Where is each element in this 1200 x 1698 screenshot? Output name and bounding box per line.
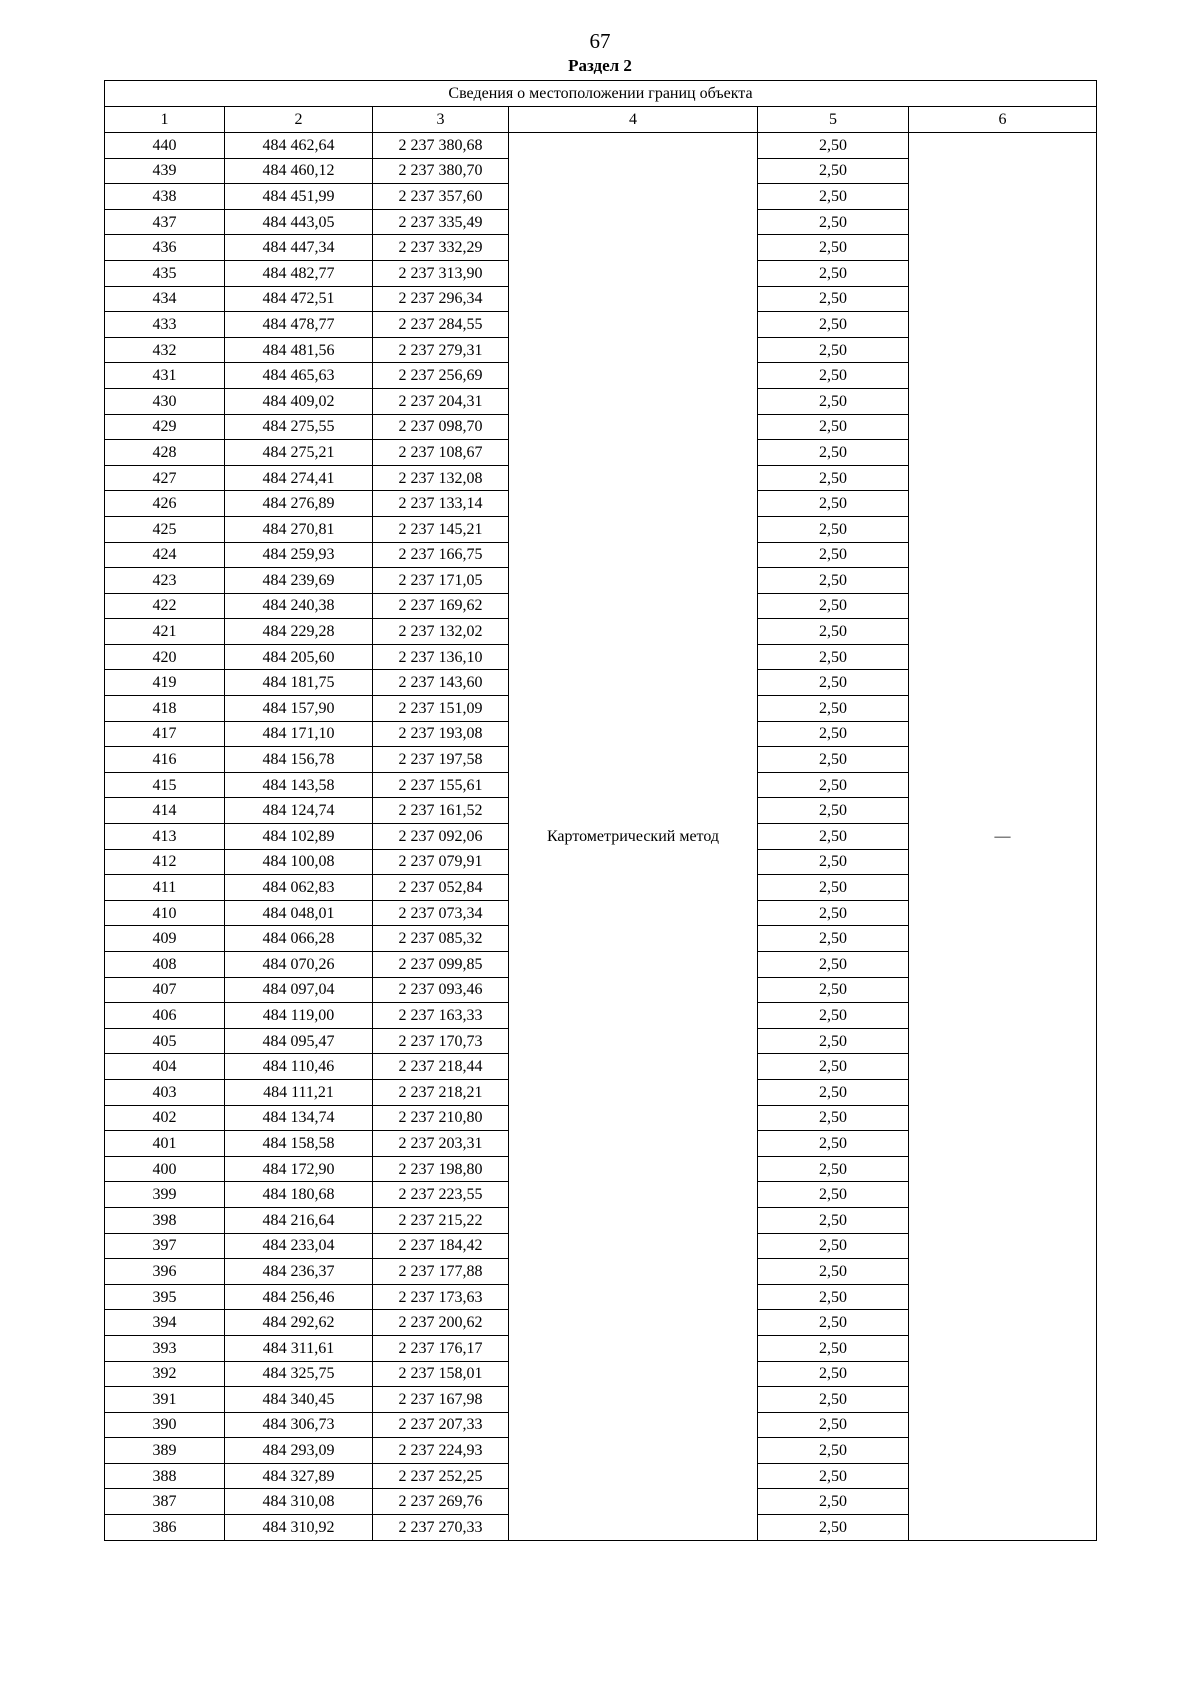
coordinate-y: 2 237 203,31 <box>373 1131 509 1157</box>
point-number: 418 <box>105 696 225 722</box>
accuracy-value: 2,50 <box>758 363 909 389</box>
point-number: 431 <box>105 363 225 389</box>
coordinate-x: 484 216,64 <box>225 1207 373 1233</box>
point-number: 398 <box>105 1207 225 1233</box>
coordinate-x: 484 478,77 <box>225 312 373 338</box>
coordinate-y: 2 237 098,70 <box>373 414 509 440</box>
coordinate-x: 484 062,83 <box>225 875 373 901</box>
coordinate-x: 484 274,41 <box>225 465 373 491</box>
coordinate-x: 484 340,45 <box>225 1387 373 1413</box>
point-number: 429 <box>105 414 225 440</box>
coordinate-x: 484 066,28 <box>225 926 373 952</box>
coordinate-x: 484 311,61 <box>225 1335 373 1361</box>
coordinate-x: 484 482,77 <box>225 260 373 286</box>
coordinate-y: 2 237 176,17 <box>373 1335 509 1361</box>
coordinate-x: 484 292,62 <box>225 1310 373 1336</box>
table-header-row <box>105 107 1097 133</box>
coordinate-x: 484 102,89 <box>225 824 373 850</box>
accuracy-value: 2,50 <box>758 1079 909 1105</box>
coordinate-y: 2 237 163,33 <box>373 1003 509 1029</box>
accuracy-value: 2,50 <box>758 1412 909 1438</box>
coordinate-y: 2 237 256,69 <box>373 363 509 389</box>
section-label: Раздел 2 <box>568 56 632 75</box>
coordinate-x: 484 270,81 <box>225 516 373 542</box>
coordinate-y: 2 237 169,62 <box>373 593 509 619</box>
point-number: 404 <box>105 1054 225 1080</box>
coordinate-x: 484 180,68 <box>225 1182 373 1208</box>
coordinate-y: 2 237 073,34 <box>373 900 509 926</box>
accuracy-value: 2,50 <box>758 900 909 926</box>
coordinate-x: 484 070,26 <box>225 952 373 978</box>
coordinate-y: 2 237 335,49 <box>373 209 509 235</box>
accuracy-value: 2,50 <box>758 1131 909 1157</box>
coordinate-x: 484 465,63 <box>225 363 373 389</box>
coordinate-y: 2 237 136,10 <box>373 644 509 670</box>
coordinate-x: 484 306,73 <box>225 1412 373 1438</box>
point-number: 409 <box>105 926 225 952</box>
coordinate-x: 484 443,05 <box>225 209 373 235</box>
point-number: 437 <box>105 209 225 235</box>
coordinate-y: 2 237 207,33 <box>373 1412 509 1438</box>
point-number: 402 <box>105 1105 225 1131</box>
coordinate-x: 484 239,69 <box>225 568 373 594</box>
coordinate-y: 2 237 108,67 <box>373 440 509 466</box>
point-number: 417 <box>105 721 225 747</box>
coordinate-x: 484 472,51 <box>225 286 373 312</box>
coordinate-y: 2 237 197,58 <box>373 747 509 773</box>
coordinate-x: 484 143,58 <box>225 772 373 798</box>
accuracy-value: 2,50 <box>758 977 909 1003</box>
point-number: 388 <box>105 1463 225 1489</box>
accuracy-value: 2,50 <box>758 772 909 798</box>
coordinate-x: 484 124,74 <box>225 798 373 824</box>
coordinate-x: 484 447,34 <box>225 235 373 261</box>
column-header-2: 2 <box>225 107 373 133</box>
coordinate-y: 2 237 132,02 <box>373 619 509 645</box>
accuracy-value: 2,50 <box>758 875 909 901</box>
coordinate-x: 484 156,78 <box>225 747 373 773</box>
coordinate-x: 484 157,90 <box>225 696 373 722</box>
coordinate-y: 2 237 151,09 <box>373 696 509 722</box>
coordinate-x: 484 481,56 <box>225 337 373 363</box>
coordinate-y: 2 237 158,01 <box>373 1361 509 1387</box>
point-number: 424 <box>105 542 225 568</box>
point-number: 419 <box>105 670 225 696</box>
coordinate-x: 484 119,00 <box>225 1003 373 1029</box>
point-number: 439 <box>105 158 225 184</box>
point-number: 408 <box>105 952 225 978</box>
coordinate-x: 484 275,21 <box>225 440 373 466</box>
accuracy-value: 2,50 <box>758 1028 909 1054</box>
point-number: 426 <box>105 491 225 517</box>
accuracy-value: 2,50 <box>758 1361 909 1387</box>
coordinate-x: 484 172,90 <box>225 1156 373 1182</box>
point-number: 392 <box>105 1361 225 1387</box>
accuracy-value: 2,50 <box>758 465 909 491</box>
point-number: 410 <box>105 900 225 926</box>
table-title-row <box>105 81 1097 107</box>
point-number: 393 <box>105 1335 225 1361</box>
coordinate-y: 2 237 218,21 <box>373 1079 509 1105</box>
point-number: 397 <box>105 1233 225 1259</box>
point-number: 422 <box>105 593 225 619</box>
coordinate-y: 2 237 210,80 <box>373 1105 509 1131</box>
column-header-4: 4 <box>509 107 758 133</box>
coordinate-y: 2 237 166,75 <box>373 542 509 568</box>
coordinate-y: 2 237 270,33 <box>373 1515 509 1541</box>
coordinate-x: 484 460,12 <box>225 158 373 184</box>
coordinate-x: 484 233,04 <box>225 1233 373 1259</box>
coordinate-y: 2 237 296,34 <box>373 286 509 312</box>
coordinate-x: 484 095,47 <box>225 1028 373 1054</box>
coordinate-y: 2 237 170,73 <box>373 1028 509 1054</box>
column-header-3: 3 <box>373 107 509 133</box>
page-number: 67 <box>589 29 611 53</box>
accuracy-value: 2,50 <box>758 926 909 952</box>
coordinate-x: 484 276,89 <box>225 491 373 517</box>
accuracy-value: 2,50 <box>758 286 909 312</box>
coordinate-y: 2 237 092,06 <box>373 824 509 850</box>
accuracy-value: 2,50 <box>758 849 909 875</box>
coordinate-y: 2 237 079,91 <box>373 849 509 875</box>
coordinate-y: 2 237 200,62 <box>373 1310 509 1336</box>
coordinate-x: 484 327,89 <box>225 1463 373 1489</box>
determination-method: Картометрический метод <box>509 133 758 1541</box>
coordinate-x: 484 275,55 <box>225 414 373 440</box>
coordinate-x: 484 256,46 <box>225 1284 373 1310</box>
accuracy-value: 2,50 <box>758 1054 909 1080</box>
coordinate-y: 2 237 279,31 <box>373 337 509 363</box>
accuracy-value: 2,50 <box>758 747 909 773</box>
point-number: 427 <box>105 465 225 491</box>
accuracy-value: 2,50 <box>758 516 909 542</box>
accuracy-value: 2,50 <box>758 235 909 261</box>
coordinate-x: 484 171,10 <box>225 721 373 747</box>
accuracy-value: 2,50 <box>758 1233 909 1259</box>
coordinate-y: 2 237 198,80 <box>373 1156 509 1182</box>
point-number: 438 <box>105 184 225 210</box>
point-number: 428 <box>105 440 225 466</box>
accuracy-value: 2,50 <box>758 1463 909 1489</box>
accuracy-value: 2,50 <box>758 388 909 414</box>
point-number: 421 <box>105 619 225 645</box>
accuracy-value: 2,50 <box>758 133 909 159</box>
note-value: — <box>909 133 1097 1541</box>
point-number: 415 <box>105 772 225 798</box>
coordinate-y: 2 237 223,55 <box>373 1182 509 1208</box>
point-number: 440 <box>105 133 225 159</box>
coordinate-x: 484 451,99 <box>225 184 373 210</box>
coordinate-y: 2 237 215,22 <box>373 1207 509 1233</box>
coordinate-y: 2 237 284,55 <box>373 312 509 338</box>
accuracy-value: 2,50 <box>758 593 909 619</box>
coordinate-y: 2 237 357,60 <box>373 184 509 210</box>
point-number: 386 <box>105 1515 225 1541</box>
accuracy-value: 2,50 <box>758 1182 909 1208</box>
column-header-6: 6 <box>909 107 1097 133</box>
accuracy-value: 2,50 <box>758 696 909 722</box>
coordinate-y: 2 237 052,84 <box>373 875 509 901</box>
coordinate-y: 2 237 167,98 <box>373 1387 509 1413</box>
coordinate-x: 484 240,38 <box>225 593 373 619</box>
coordinate-y: 2 237 173,63 <box>373 1284 509 1310</box>
coordinate-x: 484 097,04 <box>225 977 373 1003</box>
point-number: 423 <box>105 568 225 594</box>
point-number: 395 <box>105 1284 225 1310</box>
coordinate-y: 2 237 171,05 <box>373 568 509 594</box>
coordinate-y: 2 237 193,08 <box>373 721 509 747</box>
accuracy-value: 2,50 <box>758 1156 909 1182</box>
point-number: 416 <box>105 747 225 773</box>
coordinate-y: 2 237 313,90 <box>373 260 509 286</box>
coordinate-x: 484 310,08 <box>225 1489 373 1515</box>
accuracy-value: 2,50 <box>758 721 909 747</box>
coordinate-y: 2 237 380,70 <box>373 158 509 184</box>
point-number: 420 <box>105 644 225 670</box>
accuracy-value: 2,50 <box>758 542 909 568</box>
accuracy-value: 2,50 <box>758 798 909 824</box>
accuracy-value: 2,50 <box>758 1489 909 1515</box>
accuracy-value: 2,50 <box>758 312 909 338</box>
point-number: 411 <box>105 875 225 901</box>
coordinate-x: 484 409,02 <box>225 388 373 414</box>
accuracy-value: 2,50 <box>758 1438 909 1464</box>
coordinate-y: 2 237 143,60 <box>373 670 509 696</box>
point-number: 407 <box>105 977 225 1003</box>
accuracy-value: 2,50 <box>758 440 909 466</box>
accuracy-value: 2,50 <box>758 644 909 670</box>
accuracy-value: 2,50 <box>758 337 909 363</box>
point-number: 433 <box>105 312 225 338</box>
accuracy-value: 2,50 <box>758 619 909 645</box>
point-number: 434 <box>105 286 225 312</box>
accuracy-value: 2,50 <box>758 824 909 850</box>
coordinate-y: 2 237 204,31 <box>373 388 509 414</box>
table-title: Сведения о местоположении границ объекта <box>105 81 1097 107</box>
coordinate-x: 484 229,28 <box>225 619 373 645</box>
point-number: 425 <box>105 516 225 542</box>
accuracy-value: 2,50 <box>758 670 909 696</box>
accuracy-value: 2,50 <box>758 1310 909 1336</box>
coordinate-y: 2 237 133,14 <box>373 491 509 517</box>
coordinate-x: 484 134,74 <box>225 1105 373 1131</box>
coordinate-x: 484 259,93 <box>225 542 373 568</box>
point-number: 436 <box>105 235 225 261</box>
point-number: 390 <box>105 1412 225 1438</box>
coordinate-x: 484 325,75 <box>225 1361 373 1387</box>
coordinate-x: 484 462,64 <box>225 133 373 159</box>
coordinate-y: 2 237 184,42 <box>373 1233 509 1259</box>
column-header-5: 5 <box>758 107 909 133</box>
accuracy-value: 2,50 <box>758 491 909 517</box>
point-number: 389 <box>105 1438 225 1464</box>
point-number: 400 <box>105 1156 225 1182</box>
accuracy-value: 2,50 <box>758 952 909 978</box>
coordinate-y: 2 237 218,44 <box>373 1054 509 1080</box>
coordinate-y: 2 237 332,29 <box>373 235 509 261</box>
accuracy-value: 2,50 <box>758 1207 909 1233</box>
coordinate-y: 2 237 093,46 <box>373 977 509 1003</box>
point-number: 399 <box>105 1182 225 1208</box>
coordinate-x: 484 236,37 <box>225 1259 373 1285</box>
accuracy-value: 2,50 <box>758 1259 909 1285</box>
coordinate-x: 484 048,01 <box>225 900 373 926</box>
accuracy-value: 2,50 <box>758 568 909 594</box>
accuracy-value: 2,50 <box>758 1003 909 1029</box>
accuracy-value: 2,50 <box>758 260 909 286</box>
point-number: 435 <box>105 260 225 286</box>
point-number: 406 <box>105 1003 225 1029</box>
coordinate-x: 484 158,58 <box>225 1131 373 1157</box>
coordinate-y: 2 237 177,88 <box>373 1259 509 1285</box>
coordinates-table <box>104 80 1097 1541</box>
point-number: 430 <box>105 388 225 414</box>
coordinate-y: 2 237 252,25 <box>373 1463 509 1489</box>
coordinate-x: 484 110,46 <box>225 1054 373 1080</box>
coordinate-x: 484 111,21 <box>225 1079 373 1105</box>
accuracy-value: 2,50 <box>758 1387 909 1413</box>
coordinate-y: 2 237 155,61 <box>373 772 509 798</box>
point-number: 401 <box>105 1131 225 1157</box>
accuracy-value: 2,50 <box>758 414 909 440</box>
accuracy-value: 2,50 <box>758 184 909 210</box>
point-number: 412 <box>105 849 225 875</box>
point-number: 396 <box>105 1259 225 1285</box>
accuracy-value: 2,50 <box>758 158 909 184</box>
accuracy-value: 2,50 <box>758 1284 909 1310</box>
coordinate-y: 2 237 161,52 <box>373 798 509 824</box>
point-number: 405 <box>105 1028 225 1054</box>
accuracy-value: 2,50 <box>758 209 909 235</box>
coordinate-x: 484 100,08 <box>225 849 373 875</box>
coordinate-x: 484 293,09 <box>225 1438 373 1464</box>
point-number: 413 <box>105 824 225 850</box>
point-number: 403 <box>105 1079 225 1105</box>
coordinate-x: 484 181,75 <box>225 670 373 696</box>
coordinate-x: 484 310,92 <box>225 1515 373 1541</box>
coordinate-y: 2 237 145,21 <box>373 516 509 542</box>
coordinate-y: 2 237 269,76 <box>373 1489 509 1515</box>
accuracy-value: 2,50 <box>758 1105 909 1131</box>
point-number: 391 <box>105 1387 225 1413</box>
point-number: 414 <box>105 798 225 824</box>
point-number: 432 <box>105 337 225 363</box>
point-number: 394 <box>105 1310 225 1336</box>
coordinate-y: 2 237 132,08 <box>373 465 509 491</box>
point-number: 387 <box>105 1489 225 1515</box>
coordinate-y: 2 237 099,85 <box>373 952 509 978</box>
accuracy-value: 2,50 <box>758 1335 909 1361</box>
coordinate-x: 484 205,60 <box>225 644 373 670</box>
coordinate-y: 2 237 380,68 <box>373 133 509 159</box>
column-header-1: 1 <box>105 107 225 133</box>
coordinate-y: 2 237 085,32 <box>373 926 509 952</box>
coordinate-y: 2 237 224,93 <box>373 1438 509 1464</box>
accuracy-value: 2,50 <box>758 1515 909 1541</box>
table-row <box>105 133 1097 159</box>
